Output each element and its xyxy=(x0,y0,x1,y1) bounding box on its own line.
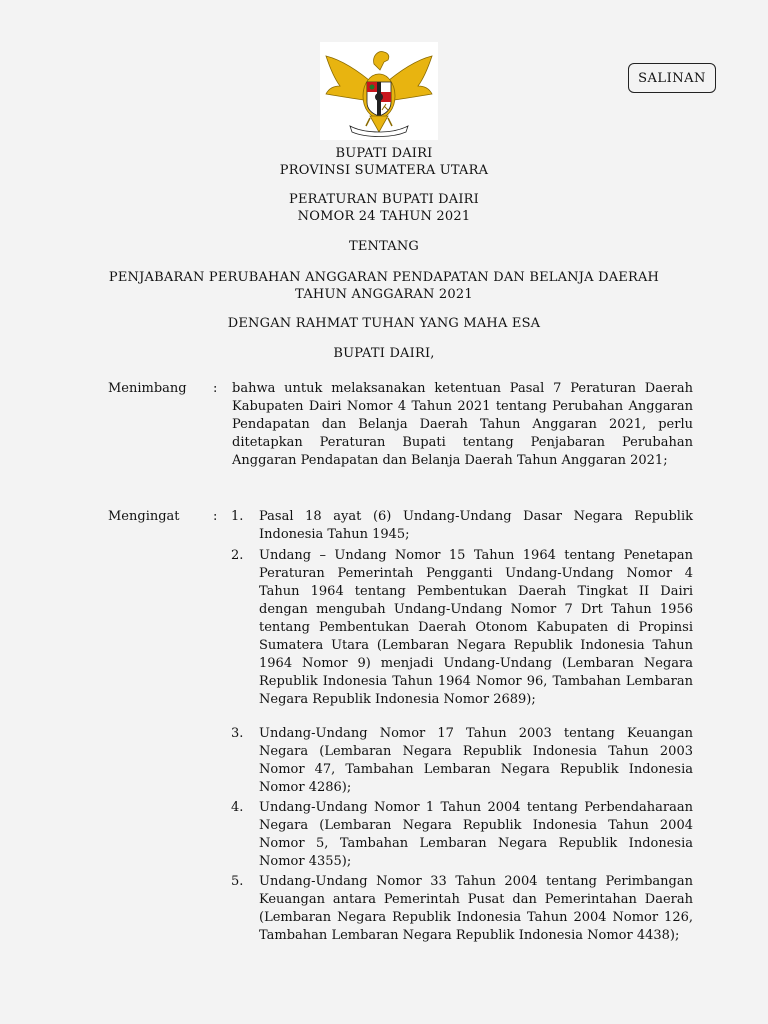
about-heading: TENTANG xyxy=(348,239,420,254)
regulation-number: NOMOR 24 TAHUN 2021 xyxy=(297,209,471,224)
authority-line-1: BUPATI DAIRI xyxy=(335,146,433,161)
list-item-text: Undang – Undang Nomor 15 Tahun 1964 tentang Penetapan Peraturan Pemerintah Pengganti Undang-Undang Nomor 4 Tahun 1964 tentang Pembentukan Daerah Tingkat II Dairi dengan mengubah Undang-Undang Nomor 7 Drt Tahun 1956 tentang Pembentukan Daerah Otonom Kabupaten di Propinsi Sumatera Utara (Lembaran Negara Republik Indonesia Tahun 1964 Nomor 9) menjadi Undang-Undang (Lembaran Negara Republik Indonesia Tahun 1964 Nomor 96, Tambahan Lembaran Negara Republik Indonesia Nomor 2689); xyxy=(259,548,693,707)
list-item-number: 1. xyxy=(231,509,244,524)
list-item-text: Undang-Undang Nomor 17 Tahun 2003 tentang Keuangan Negara (Lembaran Negara Republik Indonesia Tahun 2003 Nomor 47, Tambahan Lembaran Negara Republik Indonesia Nomor 4286); xyxy=(259,726,693,795)
enactor: BUPATI DAIRI, xyxy=(333,346,435,361)
regulation-title: PERATURAN BUPATI DAIRI xyxy=(289,192,479,207)
list-item-number: 2. xyxy=(231,548,244,563)
considering-text: bahwa untuk melaksanakan ketentuan Pasal 7 Peraturan Daerah Kabupaten Dairi Nomor 4 Tahun 2021 tentang Perubahan Anggaran Pendapatan dan Belanja Daerah Tahun Anggaran 2021, perlu ditetapkan Peraturan Bupati tentang Penjabaran Perubahan Anggaran Pendapatan dan Belanja Daerah Tahun Anggaran 2021; xyxy=(232,381,693,468)
list-item-text: Undang-Undang Nomor 1 Tahun 2004 tentang Perbendaharaan Negara (Lembaran Negara Republik Indonesia Tahun 2004 Nomor 5, Tambahan Lembaran Negara Republik Indonesia Nomor 4355); xyxy=(259,800,693,869)
observing-colon: : xyxy=(213,509,218,524)
considering-colon: : xyxy=(213,381,218,396)
list-item-text: Pasal 18 ayat (6) Undang-Undang Dasar Negara Republik Indonesia Tahun 1945; xyxy=(259,509,693,542)
subject-line-1: PENJABARAN PERUBAHAN ANGGARAN PENDAPATAN DAN BELANJA DAERAH xyxy=(108,270,660,285)
copy-stamp: SALINAN xyxy=(628,63,716,93)
list-item-number: 5. xyxy=(231,874,244,889)
considering-label: Menimbang xyxy=(108,381,187,396)
list-item-text: Undang-Undang Nomor 33 Tahun 2004 tentang Perimbangan Keuangan antara Pemerintah Pusat dan Pemerintahan Daerah (Lembaran Negara Republik Indonesia Tahun 2004 Nomor 126, Tambahan Lembaran Negara Republik Indonesia Nomor 4438); xyxy=(259,874,693,943)
list-item-number: 3. xyxy=(231,726,244,741)
list-item-number: 4. xyxy=(231,800,244,815)
subject-line-2: TAHUN ANGGARAN 2021 xyxy=(295,287,473,302)
invocation: DENGAN RAHMAT TUHAN YANG MAHA ESA xyxy=(227,316,541,331)
garuda-emblem-icon xyxy=(320,42,438,140)
authority-line-2: PROVINSI SUMATERA UTARA xyxy=(279,163,489,178)
observing-label: Mengingat xyxy=(108,509,180,524)
